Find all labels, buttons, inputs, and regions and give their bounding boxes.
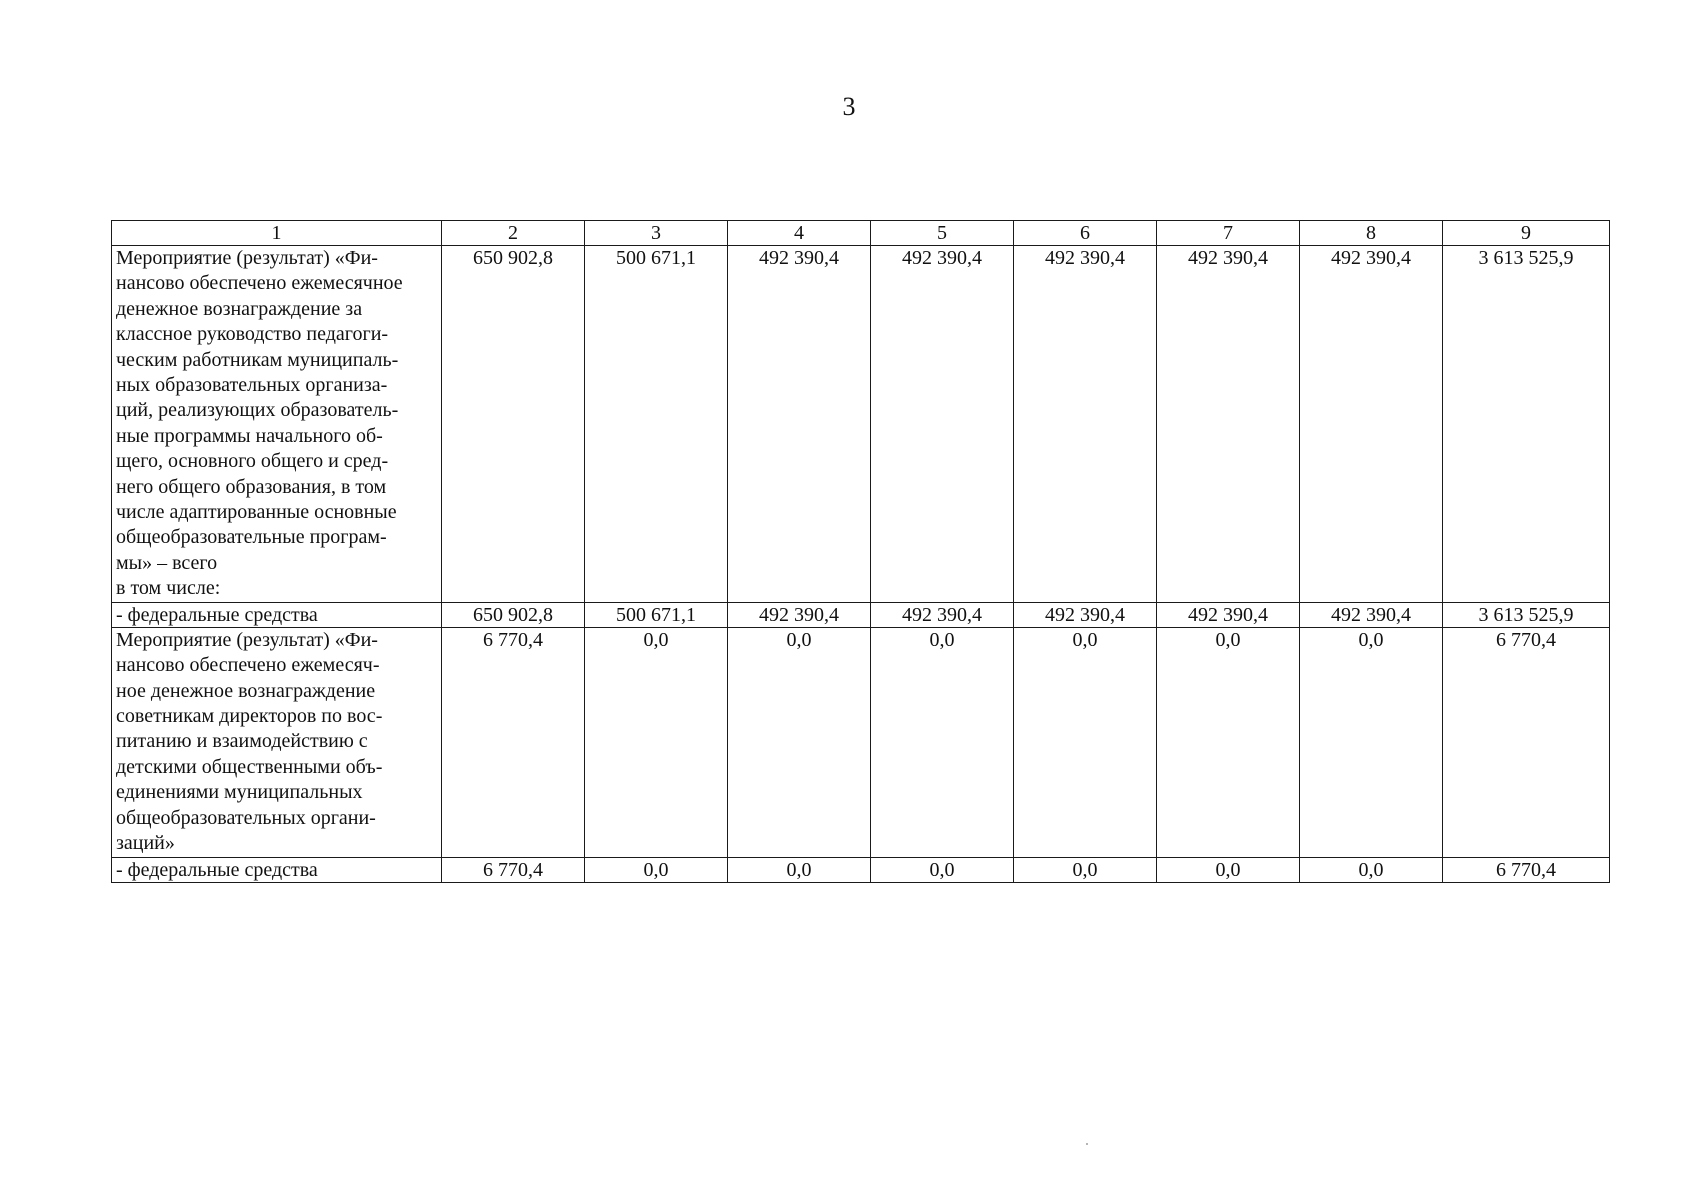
description-line: числе адаптированные основные xyxy=(116,501,397,524)
column-number-header: 9 xyxy=(1443,221,1610,246)
amount-cell: 492 390,4 xyxy=(871,602,1014,627)
amount-cell: 492 390,4 xyxy=(728,602,871,627)
amount-cell: 0,0 xyxy=(585,857,728,882)
column-number-header: 4 xyxy=(728,221,871,246)
table-row xyxy=(112,627,1610,857)
description-line: ных образовательных организа- xyxy=(116,374,388,397)
table-row xyxy=(112,246,1610,603)
table-row xyxy=(112,602,1610,627)
amount-cell: 6 770,4 xyxy=(442,857,585,882)
amount-cell: 0,0 xyxy=(871,857,1014,882)
description-line: единениями муниципальных xyxy=(116,781,363,804)
amount-cell: 0,0 xyxy=(1300,857,1443,882)
measure-description xyxy=(112,627,442,857)
description-line: ные программы начального об- xyxy=(116,424,383,447)
description-line: питанию и взаимодействию с xyxy=(116,730,368,753)
description-line: нансово обеспечено ежемесячное xyxy=(116,272,403,295)
table-header-row xyxy=(112,221,1610,246)
amount-cell: 492 390,4 xyxy=(871,246,1014,603)
description-line: мы» – всего xyxy=(116,551,218,574)
description-line: ций, реализующих образователь- xyxy=(116,399,399,422)
amount-cell: 650 902,8 xyxy=(442,602,585,627)
amount-cell: 492 390,4 xyxy=(1157,602,1300,627)
description-line: Мероприятие (результат) «Фи- xyxy=(116,247,378,269)
column-number-header: 8 xyxy=(1300,221,1443,246)
amount-cell: 492 390,4 xyxy=(1014,246,1157,603)
amount-cell: 492 390,4 xyxy=(1157,246,1300,603)
funding-source-label: - федеральные средства xyxy=(112,602,442,627)
total-cell: 3 613 525,9 xyxy=(1443,246,1610,603)
amount-cell: 492 390,4 xyxy=(728,246,871,603)
column-number-header: 7 xyxy=(1157,221,1300,246)
description-line: в том числе: xyxy=(116,577,221,600)
table-row xyxy=(112,857,1610,882)
amount-cell: 500 671,1 xyxy=(585,246,728,603)
scan-speck xyxy=(1086,1143,1088,1145)
measure-description xyxy=(112,246,442,603)
amount-cell: 650 902,8 xyxy=(442,246,585,603)
amount-cell: 0,0 xyxy=(1014,857,1157,882)
amount-cell: 0,0 xyxy=(871,627,1014,857)
description-line: советникам директоров по вос- xyxy=(116,704,383,727)
description-line: общеобразовательных органи- xyxy=(116,806,376,829)
amount-cell: 492 390,4 xyxy=(1300,602,1443,627)
description-line: щего, основного общего и сред- xyxy=(116,450,389,473)
amount-cell: 500 671,1 xyxy=(585,602,728,627)
description-line: ческим работникам муниципаль- xyxy=(116,348,399,371)
description-line: детскими общественными объ- xyxy=(116,755,383,778)
description-line: общеобразовательные програм- xyxy=(116,526,387,549)
amount-cell: 0,0 xyxy=(1014,627,1157,857)
description-line: классное руководство педагоги- xyxy=(116,323,389,346)
budget-table xyxy=(111,220,1610,883)
column-number-header: 3 xyxy=(585,221,728,246)
amount-cell: 0,0 xyxy=(1300,627,1443,857)
description-line: него общего образования, в том xyxy=(116,475,387,498)
total-cell: 3 613 525,9 xyxy=(1443,602,1610,627)
amount-cell: 492 390,4 xyxy=(1014,602,1157,627)
description-line: ное денежное вознаграждение xyxy=(116,679,376,702)
page-number: 3 xyxy=(842,92,856,121)
description-line: заций» xyxy=(116,831,175,854)
total-cell: 6 770,4 xyxy=(1443,857,1610,882)
description-line: нансово обеспечено ежемесяч- xyxy=(116,654,380,677)
column-number-header: 2 xyxy=(442,221,585,246)
description-line: денежное вознаграждение за xyxy=(116,297,363,320)
amount-cell: 0,0 xyxy=(1157,857,1300,882)
amount-cell: 492 390,4 xyxy=(1300,246,1443,603)
column-number-header: 1 xyxy=(112,221,442,246)
amount-cell: 0,0 xyxy=(585,627,728,857)
total-cell: 6 770,4 xyxy=(1443,627,1610,857)
amount-cell: 0,0 xyxy=(728,857,871,882)
amount-cell: 0,0 xyxy=(1157,627,1300,857)
funding-source-label: - федеральные средства xyxy=(112,857,442,882)
column-number-header: 5 xyxy=(871,221,1014,246)
amount-cell: 0,0 xyxy=(728,627,871,857)
description-line: Мероприятие (результат) «Фи- xyxy=(116,628,378,651)
column-number-header: 6 xyxy=(1014,221,1157,246)
amount-cell: 6 770,4 xyxy=(442,627,585,857)
